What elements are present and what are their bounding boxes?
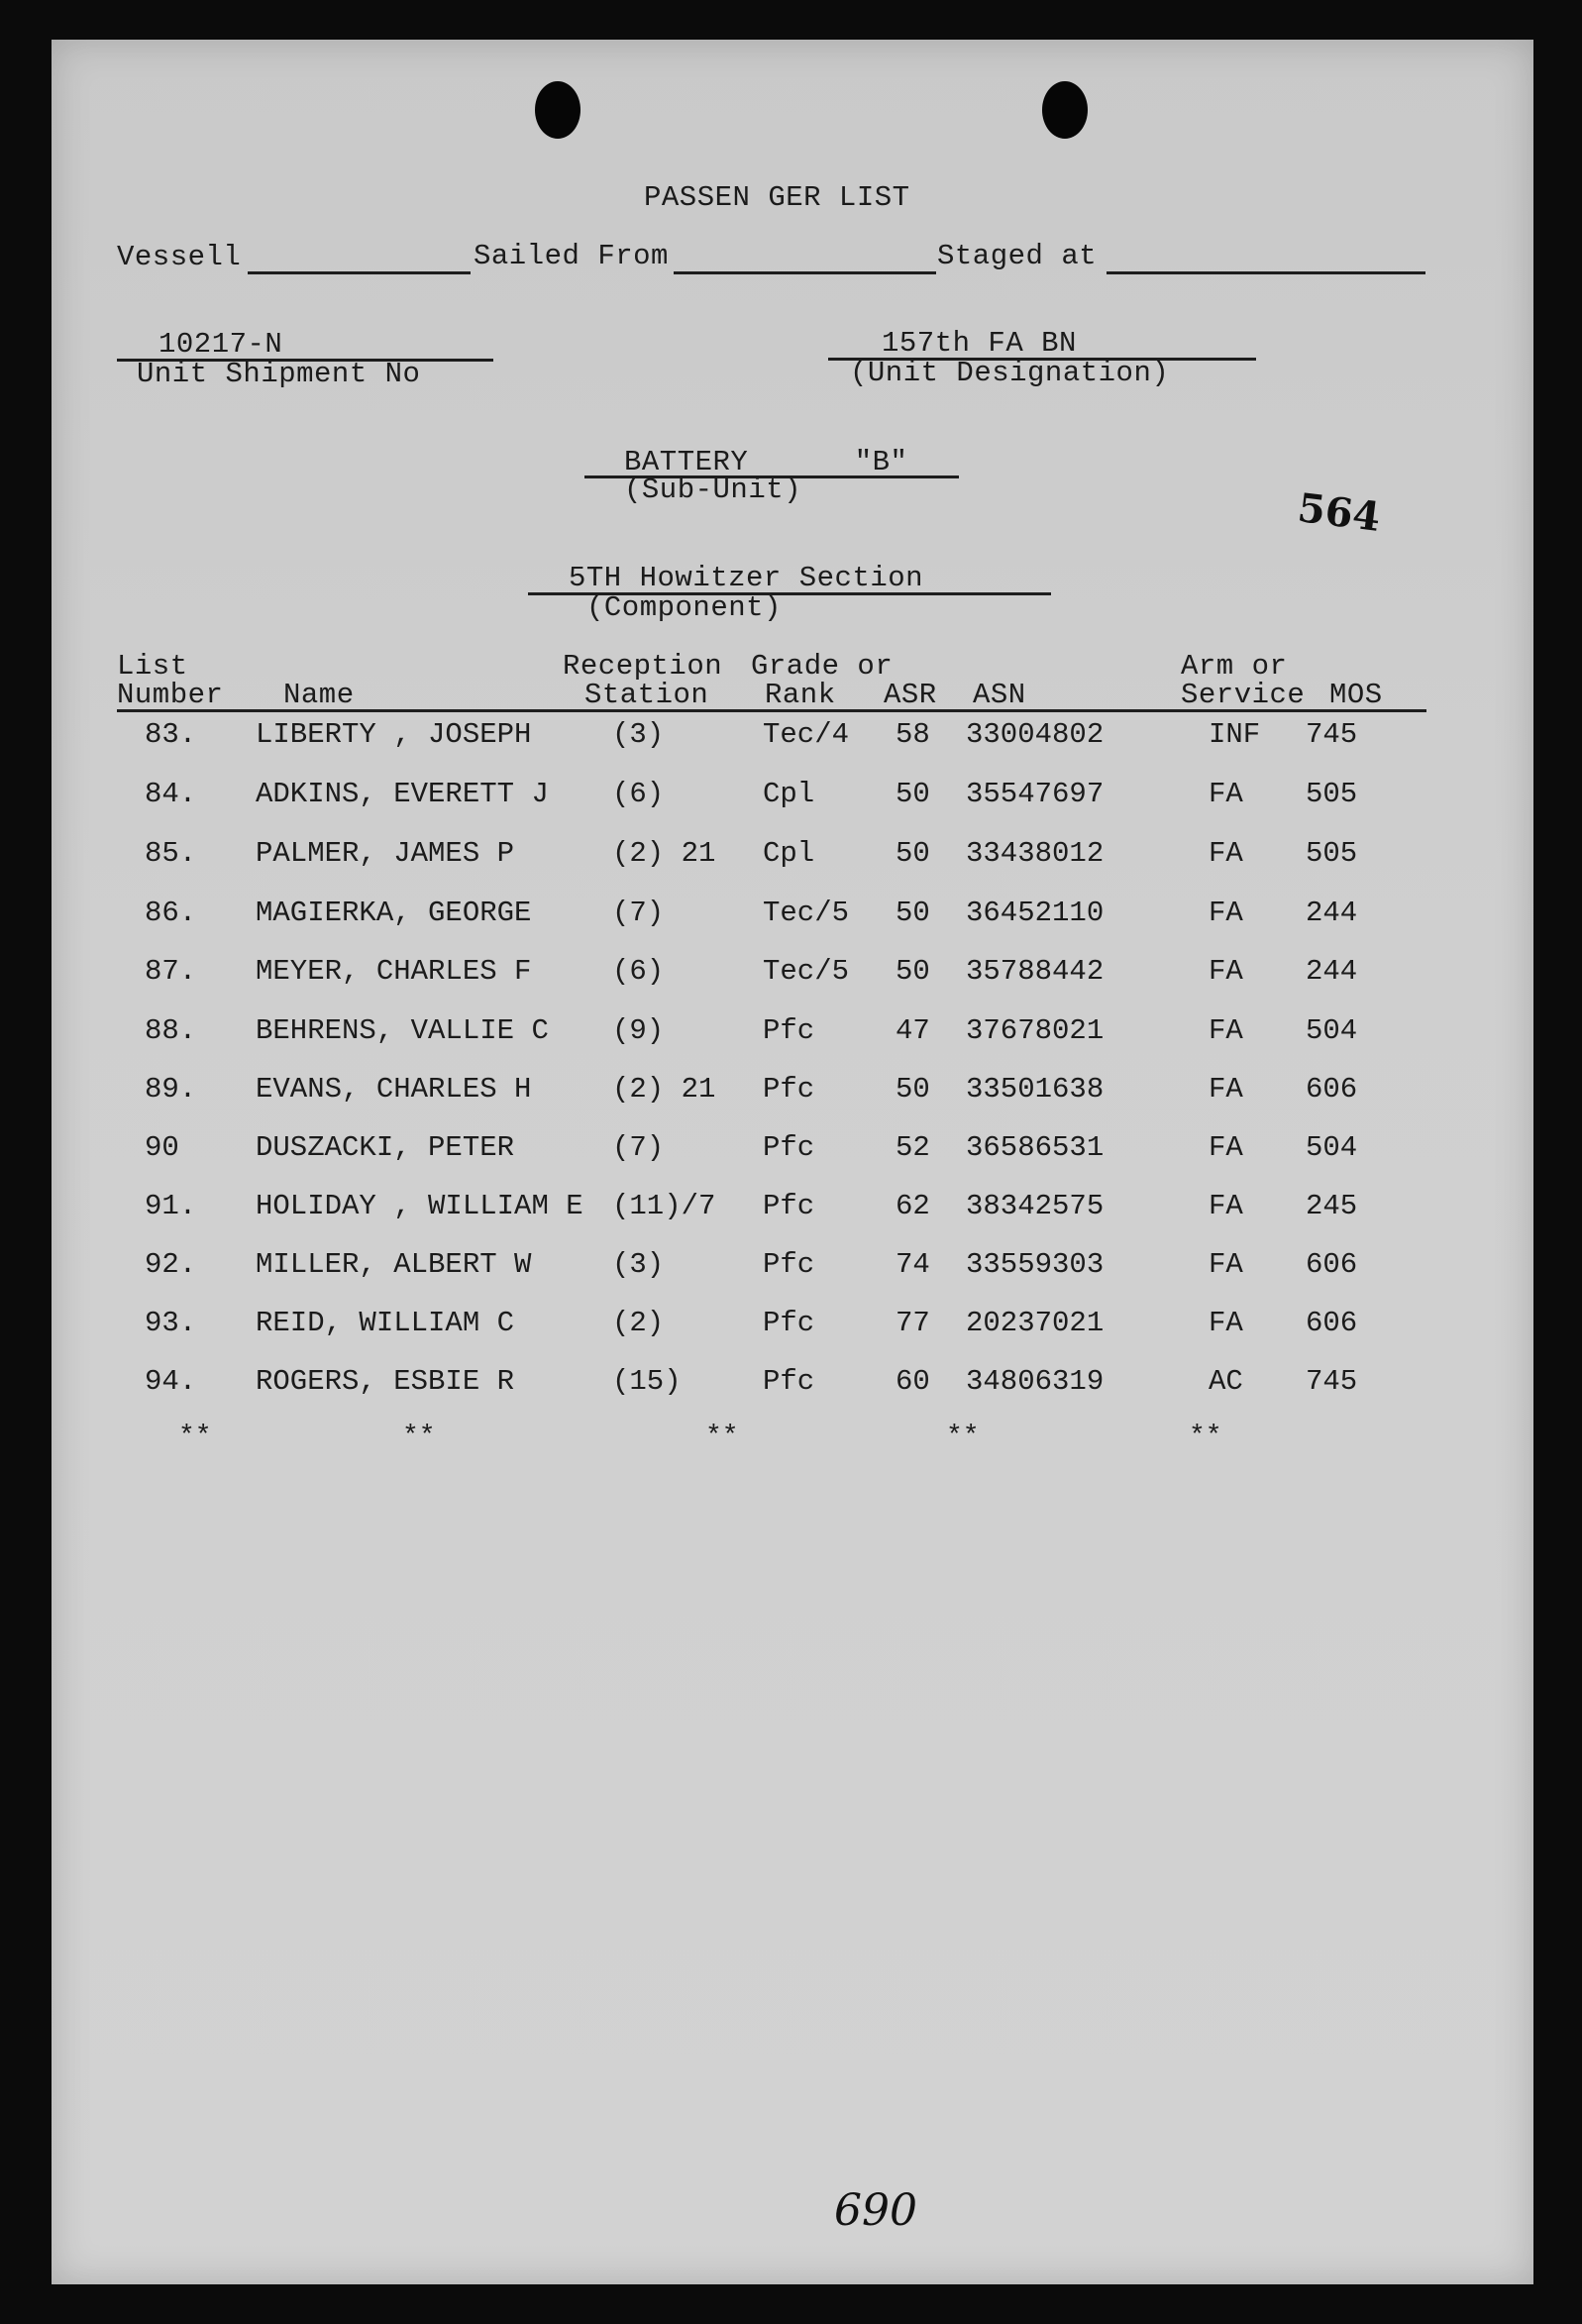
arm-service: FA [1209,837,1243,870]
soldier-name: PALMER, JAMES P [256,837,515,870]
arm-service: INF [1209,718,1261,751]
asn: 34806319 [966,1365,1105,1398]
col-grade: Grade or [751,650,894,683]
mos: 606 [1306,1073,1358,1106]
grade-rank: Pfc [763,1190,815,1222]
table-row [0,1248,1582,1288]
asr: 50 [896,778,930,810]
table-row [0,1365,1582,1405]
mos: 504 [1306,1014,1358,1047]
asn: 33559303 [966,1248,1105,1281]
asn: 37678021 [966,1014,1105,1047]
end-mark: ** [946,1422,980,1452]
arm-service: FA [1209,778,1243,810]
col-list-number-2: Number [117,679,224,711]
col-arm-2: Service [1181,679,1306,711]
soldier-name: HOLIDAY , WILLIAM E [256,1190,583,1222]
grade-rank: Pfc [763,1073,815,1106]
arm-service: AC [1209,1365,1243,1398]
unit-designation-label: (Unit Designation) [850,357,1170,389]
list-number: 88. [145,1014,197,1047]
col-list-number: List [117,650,188,683]
mos: 505 [1306,837,1358,870]
table-row [0,1131,1582,1171]
arm-service: FA [1209,1014,1243,1047]
soldier-name: EVANS, CHARLES H [256,1073,532,1106]
grade-rank: Tec/5 [763,955,850,988]
sailed-from-label: Sailed From [474,240,669,272]
col-mos: MOS [1329,679,1383,711]
list-number: 84. [145,778,197,810]
arm-service: FA [1209,1248,1243,1281]
asn: 20237021 [966,1307,1105,1339]
soldier-name: ADKINS, EVERETT J [256,778,549,810]
mos: 745 [1306,1365,1358,1398]
asr: 74 [896,1248,930,1281]
reception-station: (7) [612,897,665,929]
reception-station: (6) [612,778,665,810]
col-reception-2: Station [584,679,709,711]
reception-station: (2) 21 [612,1073,716,1106]
asn: 33004802 [966,718,1105,751]
asr: 62 [896,1190,930,1222]
page-stamp-number: 564 [1295,484,1384,541]
list-number: 85. [145,837,197,870]
list-number: 86. [145,897,197,929]
mos: 244 [1306,897,1358,929]
grade-rank: Pfc [763,1014,815,1047]
staged-at-blank [1107,271,1425,274]
asn: 36586531 [966,1131,1105,1164]
handwritten-page-number: 690 [834,2185,917,2236]
soldier-name: BEHRENS, VALLIE C [256,1014,549,1047]
soldier-name: LIBERTY , JOSEPH [256,718,532,751]
arm-service: FA [1209,955,1243,988]
asn: 35547697 [966,778,1105,810]
end-of-list-marks [0,1422,1582,1461]
grade-rank: Tec/4 [763,718,850,751]
sailed-from-blank [674,271,936,274]
asr: 50 [896,955,930,988]
asr: 50 [896,897,930,929]
soldier-name: MILLER, ALBERT W [256,1248,532,1281]
page-title: PASSEN GER LIST [644,181,910,214]
reception-station: (2) [612,1307,665,1339]
asr: 47 [896,1014,930,1047]
staged-at-label: Staged at [937,240,1098,272]
grade-rank: Pfc [763,1248,815,1281]
asr: 58 [896,718,930,751]
list-number: 87. [145,955,197,988]
table-row [0,955,1582,995]
soldier-name: MEYER, CHARLES F [256,955,532,988]
soldier-name: MAGIERKA, GEORGE [256,897,532,929]
vessel-label: Vessell [117,241,242,273]
arm-service: FA [1209,1073,1243,1106]
reception-station: (2) 21 [612,837,716,870]
grade-rank: Cpl [763,778,815,810]
punch-hole [535,81,580,139]
soldier-name: ROGERS, ESBIE R [256,1365,515,1398]
col-grade-2: Rank [765,679,836,711]
asn: 36452110 [966,897,1105,929]
col-arm: Arm or [1181,650,1288,683]
col-asr: ASR [884,679,937,711]
list-number: 90 [145,1131,179,1164]
mos: 245 [1306,1190,1358,1222]
col-name: Name [283,679,355,711]
component-label: (Component) [586,591,782,624]
table-row [0,1014,1582,1054]
arm-service: FA [1209,1190,1243,1222]
asr: 50 [896,837,930,870]
mos: 504 [1306,1131,1358,1164]
arm-service: FA [1209,1131,1243,1164]
grade-rank: Cpl [763,837,815,870]
component: 5TH Howitzer Section [569,562,924,594]
list-number: 83. [145,718,197,751]
vessel-blank [248,271,471,274]
asn: 35788442 [966,955,1105,988]
arm-service: FA [1209,897,1243,929]
reception-station: (15) [612,1365,682,1398]
asr: 77 [896,1307,930,1339]
mos: 606 [1306,1248,1358,1281]
mos: 745 [1306,718,1358,751]
unit-shipment-no: 10217-N [158,328,283,361]
table-row [0,837,1582,877]
table-row [0,1307,1582,1346]
asr: 60 [896,1365,930,1398]
reception-station: (6) [612,955,665,988]
reception-station: (3) [612,718,665,751]
list-number: 94. [145,1365,197,1398]
soldier-name: REID, WILLIAM C [256,1307,515,1339]
grade-rank: Pfc [763,1307,815,1339]
asn: 33438012 [966,837,1105,870]
reception-station: (3) [612,1248,665,1281]
reception-station: (9) [612,1014,665,1047]
arm-service: FA [1209,1307,1243,1339]
grade-rank: Pfc [763,1365,815,1398]
punch-hole [1042,81,1088,139]
list-number: 92. [145,1248,197,1281]
grade-rank: Pfc [763,1131,815,1164]
col-asn: ASN [973,679,1026,711]
sub-unit: BATTERY "B" [624,446,908,478]
list-number: 91. [145,1190,197,1222]
reception-station: (7) [612,1131,665,1164]
unit-designation: 157th FA BN [882,327,1077,360]
list-number: 89. [145,1073,197,1106]
mos: 244 [1306,955,1358,988]
table-row [0,1073,1582,1112]
asn: 33501638 [966,1073,1105,1106]
table-row [0,718,1582,758]
end-mark: ** [1189,1422,1222,1452]
end-mark: ** [178,1422,212,1452]
end-mark: ** [705,1422,739,1452]
mos: 505 [1306,778,1358,810]
table-row [0,778,1582,817]
sub-unit-label: (Sub-Unit) [624,474,802,506]
asr: 50 [896,1073,930,1106]
table-row [0,897,1582,936]
asr: 52 [896,1131,930,1164]
col-reception: Reception [563,650,723,683]
asn: 38342575 [966,1190,1105,1222]
list-number: 93. [145,1307,197,1339]
end-mark: ** [402,1422,436,1452]
table-row [0,1190,1582,1229]
grade-rank: Tec/5 [763,897,850,929]
reception-station: (11)/7 [612,1190,716,1222]
header-rule [117,709,1426,712]
soldier-name: DUSZACKI, PETER [256,1131,515,1164]
mos: 606 [1306,1307,1358,1339]
unit-shipment-label: Unit Shipment No [137,358,421,390]
